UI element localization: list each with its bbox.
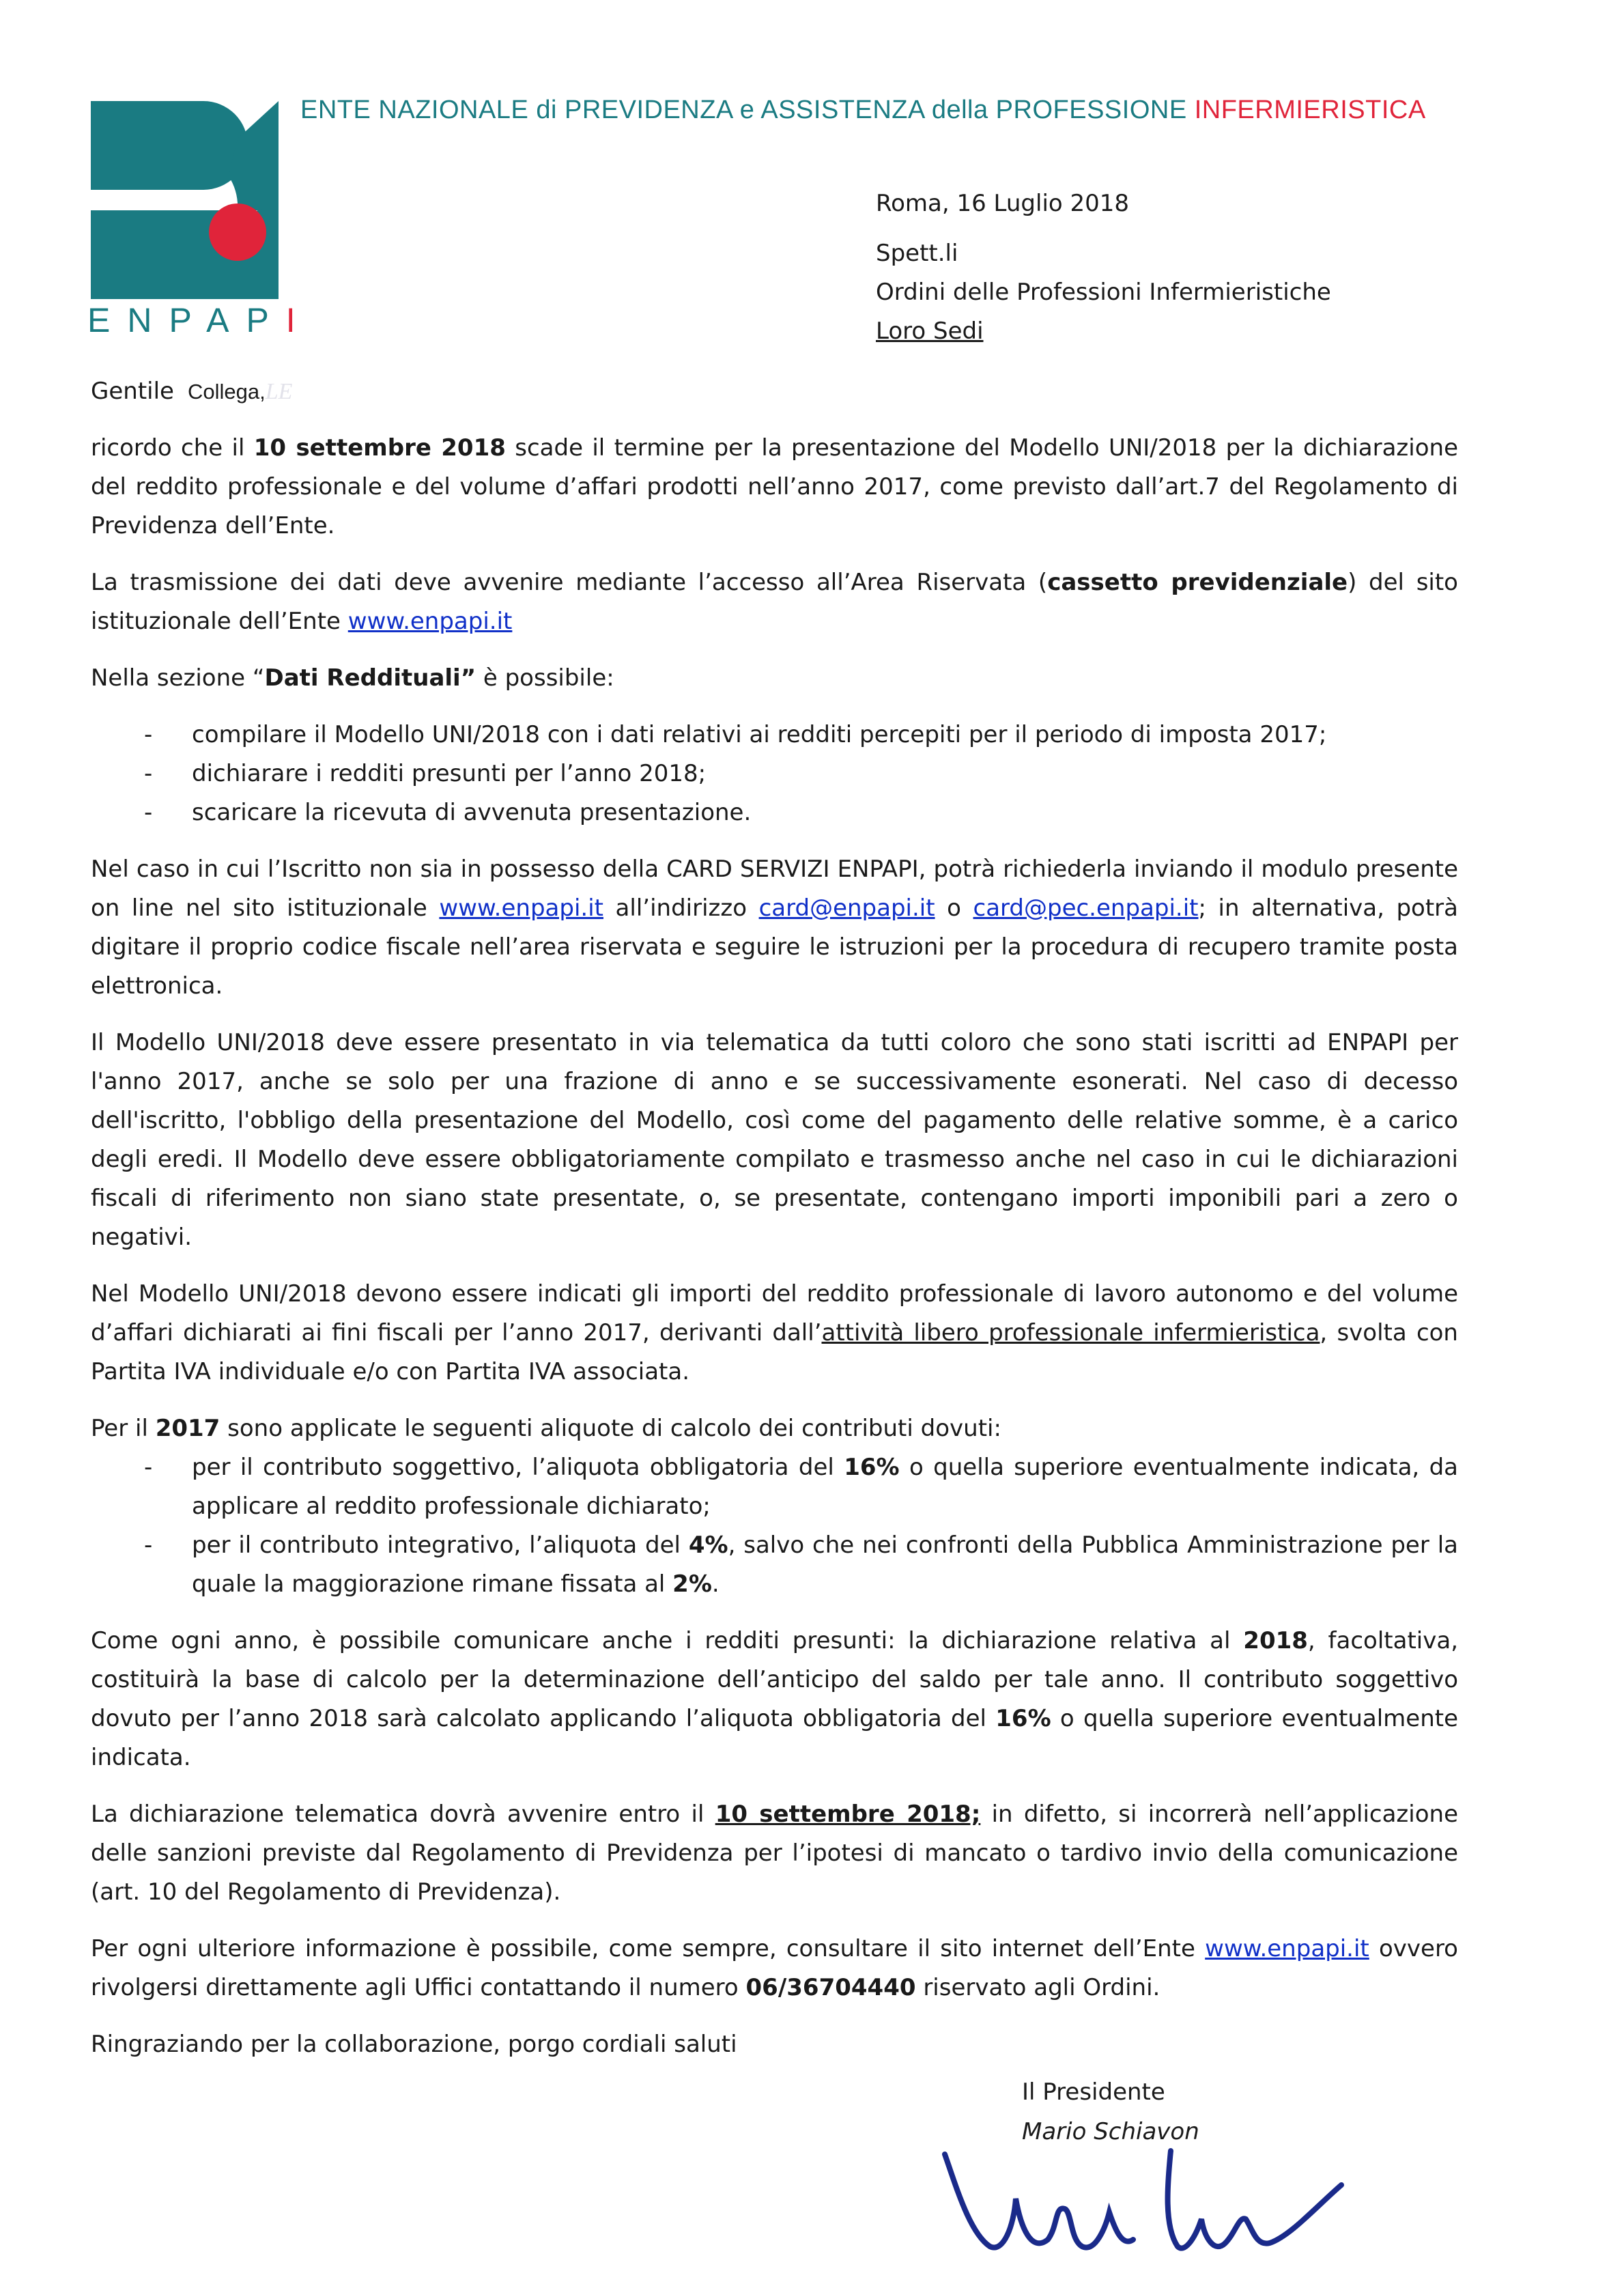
paragraph-rates: Per il 2017 sono applicate le seguenti aliquote di calcolo dei contributi dovuti:	[91, 1415, 1001, 1442]
greeting: Gentile Collega,LE	[91, 378, 293, 405]
paragraph-presumed: Come ogni anno, è possibile comunicare anche i redditi presunti: la dichiarazione relativa al 2018, facoltativa, costituirà la base di calcolo per la determinazione dell’anticipo del saldo per tale anno. Il contributo soggettivo dovuto per l’anno 2018 sarà calcolato applicando l’aliquota obbligatoria del 16% o quella superiore eventualmente indicata.	[91, 1627, 1458, 1771]
card-pec-email-link[interactable]: card@pec.enpapi.it	[973, 894, 1199, 922]
paragraph-transmission: La trasmissione dei dati deve avvenire mediante l’accesso all’Area Riservata (cassetto previdenziale) del sito istituzionale dell’Ente www.enpapi.it	[91, 569, 1458, 635]
enpapi-link[interactable]: www.enpapi.it	[347, 608, 513, 635]
list-item: - dichiarare i redditi presunti per l’anno 2018;	[91, 754, 1458, 793]
list-item: - compilare il Modello UNI/2018 con i dati relativi ai redditi percepiti per il periodo di imposta 2017;	[91, 716, 1458, 754]
greeting-ghost-text: LE	[265, 379, 293, 404]
address-block	[876, 184, 1331, 351]
options-list	[91, 716, 1458, 832]
paragraph-sanctions: La dichiarazione telematica dovrà avvenire entro il 10 settembre 2018; in difetto, si incorrerà nell’applicazione delle sanzioni previste dal Regolamento di Previdenza per l’ipotesi di mancato o tardivo invio della comunicazione (art. 10 del Regolamento di Previdenza).	[91, 1801, 1458, 1906]
paragraph-section: Nella sezione “Dati Reddituali” è possibile:	[91, 664, 614, 692]
paragraph-amounts: Nel Modello UNI/2018 devono essere indicati gli importi del reddito professionale di lavoro autonomo e del volume d’affari dichiarati ai fini fiscali per l’anno 2017, derivanti dall’attività libero professionale infermieristica, svolta con Partita IVA individuale e/o con Partita IVA associata.	[91, 1280, 1458, 1385]
handwritten-signature	[935, 2144, 1345, 2267]
signature-block	[1022, 2072, 1199, 2152]
list-item: - scaricare la ricevuta di avvenuta presentazione.	[91, 793, 1458, 832]
place-date: Roma, 16 Luglio 2018	[876, 190, 1130, 217]
card-email-link[interactable]: card@enpapi.it	[758, 894, 935, 922]
list-item: - per il contributo soggettivo, l’aliquota obbligatoria del 16% o quella superiore eventualmente indicata, da applicare al reddito professionale dichiarato;	[91, 1448, 1458, 1526]
signature-title: Il Presidente	[1022, 2078, 1165, 2106]
recipient-location: Loro Sedi	[876, 318, 984, 345]
agency-name: ENTE NAZIONALE di PREVIDENZA e ASSISTENZA della PROFESSIONE INFERMIERISTICA	[300, 96, 1426, 124]
enpapi-link[interactable]: www.enpapi.it	[439, 894, 603, 922]
phone-number: 06/36704440	[745, 1974, 916, 2001]
signature-name: Mario Schiavon	[1022, 2118, 1199, 2145]
greeting-name: Collega,	[187, 380, 266, 404]
paragraph-obligation: Il Modello UNI/2018 deve essere presentato in via telematica da tutti coloro che sono stati iscritti ad ENPAPI per l'anno 2017, anche se solo per una frazione di anno e se successivamente esonerati. Nel caso di decesso dell'iscritto, l'obbligo della presentazione del Modello, così come del pagamento delle relative somme, è a carico degli eredi. Il Modello deve essere obbligatoriamente compilato e trasmesso anche nel caso in cui le dichiarazioni fiscali di riferimento non siano state presentate, o, se presentate, contengano importi imponibili pari a zero o negativi.	[91, 1029, 1458, 1251]
paragraph-info: Per ogni ulteriore informazione è possibile, come sempre, consultare il sito internet dell’Ente www.enpapi.it ovvero rivolgersi direttamente agli Uffici contattando il numero 06/36704440 riservato agli Ordini.	[91, 1935, 1458, 2001]
letter-body	[91, 429, 1458, 2082]
closing: Ringraziando per la collaborazione, porgo cordiali saluti	[91, 2031, 737, 2058]
enpapi-logo-mark	[91, 101, 279, 299]
recipient: Ordini delle Professioni Infermieristiche	[876, 279, 1331, 306]
logo-wordmark: ENPAPI	[87, 301, 313, 339]
enpapi-link[interactable]: www.enpapi.it	[1205, 1935, 1369, 1962]
list-item: - per il contributo integrativo, l’aliquota del 4%, salvo che nei confronti della Pubblica Amministrazione per la quale la maggiorazione rimane fissata al 2%.	[91, 1526, 1458, 1604]
paragraph-deadline: ricordo che il 10 settembre 2018 scade il termine per la presentazione del Modello UNI/2018 per la dichiarazione del reddito professionale e del volume d’affari prodotti nell’anno 2017, come previsto dall’art.7 del Regolamento di Previdenza dell’Ente.	[91, 434, 1458, 539]
paragraph-card: Nel caso in cui l’Iscritto non sia in possesso della CARD SERVIZI ENPAPI, potrà richiederla inviando il modulo presente on line nel sito istituzionale www.enpapi.it all’indirizzo card@enpapi.it o card@pec.enpapi.it; in alternativa, potrà digitare il proprio codice fiscale nell’area riservata e seguire le istruzioni per la procedura di recupero tramite posta elettronica.	[91, 856, 1458, 1000]
salutation-to: Spett.li	[876, 240, 958, 267]
rates-list	[91, 1448, 1458, 1604]
